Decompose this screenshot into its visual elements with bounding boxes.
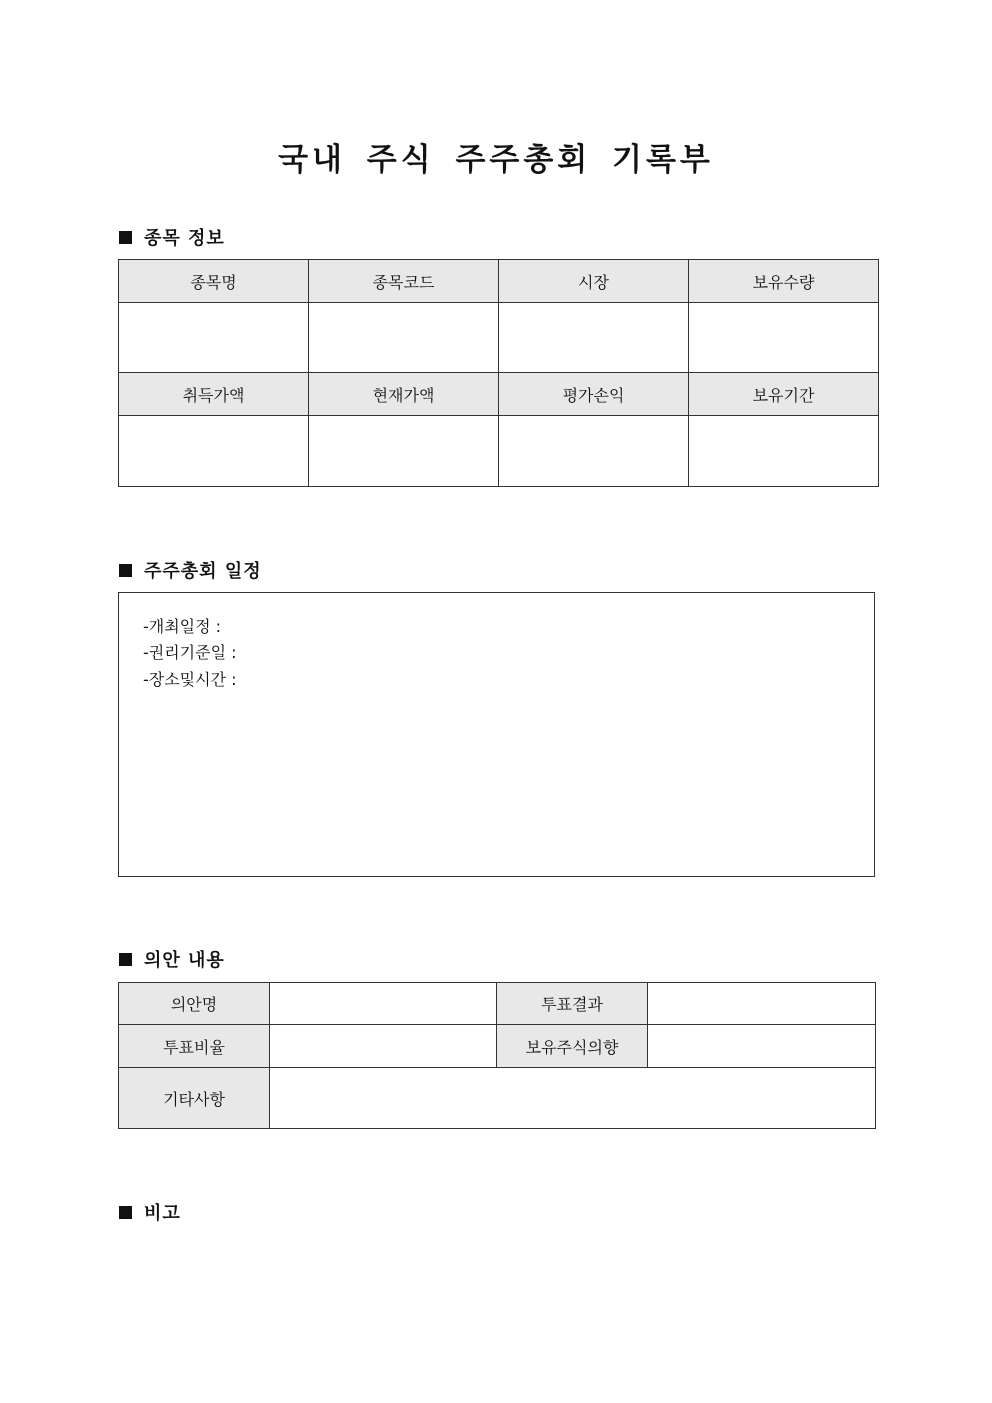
header-quantity: 보유수량 bbox=[689, 260, 879, 303]
header-stock-code: 종목코드 bbox=[309, 260, 499, 303]
schedule-box[interactable] bbox=[118, 592, 875, 877]
table-row bbox=[119, 1025, 876, 1068]
square-bullet-icon bbox=[119, 564, 132, 577]
cell-quantity[interactable] bbox=[689, 303, 879, 373]
cell-current-price[interactable] bbox=[309, 416, 499, 487]
vote-result-label: 투표결과 bbox=[497, 983, 648, 1025]
schedule-date-label: -개최일정 : bbox=[143, 617, 222, 636]
holder-intent-label: 보유주식의향 bbox=[497, 1025, 648, 1068]
agenda-name-value[interactable] bbox=[270, 983, 497, 1025]
cell-stock-code[interactable] bbox=[309, 303, 499, 373]
other-notes-value[interactable] bbox=[270, 1068, 876, 1129]
table-row bbox=[119, 983, 876, 1025]
agenda-name-label: 의안명 bbox=[119, 983, 270, 1025]
square-bullet-icon bbox=[119, 231, 132, 244]
header-acquisition-price: 취득가액 bbox=[119, 373, 309, 416]
cell-stock-name[interactable] bbox=[119, 303, 309, 373]
cell-market[interactable] bbox=[499, 303, 689, 373]
square-bullet-icon bbox=[119, 953, 132, 966]
table-row bbox=[119, 260, 879, 303]
section-title: 비고 bbox=[144, 1203, 181, 1224]
cell-profit-loss[interactable] bbox=[499, 416, 689, 487]
table-row bbox=[119, 373, 879, 416]
cell-acquisition-price[interactable] bbox=[119, 416, 309, 487]
place-time-label: -장소및시간 : bbox=[143, 670, 237, 689]
cell-holding-period[interactable] bbox=[689, 416, 879, 487]
record-date-label: -권리기준일 : bbox=[143, 643, 237, 662]
page-title: 국내 주식 주주총회 기록부 bbox=[278, 142, 714, 178]
header-market: 시장 bbox=[499, 260, 689, 303]
header-current-price: 현재가액 bbox=[309, 373, 499, 416]
section-title: 의안 내용 bbox=[144, 950, 225, 971]
stock-info-table bbox=[118, 259, 879, 487]
table-row bbox=[119, 416, 879, 487]
square-bullet-icon bbox=[119, 1206, 132, 1219]
vote-ratio-value[interactable] bbox=[270, 1025, 497, 1068]
vote-result-value[interactable] bbox=[648, 983, 876, 1025]
section-heading-agenda bbox=[119, 946, 225, 972]
header-stock-name: 종목명 bbox=[119, 260, 309, 303]
holder-intent-value[interactable] bbox=[648, 1025, 876, 1068]
other-notes-label: 기타사항 bbox=[119, 1068, 270, 1129]
table-row bbox=[119, 1068, 876, 1129]
agenda-table bbox=[118, 982, 876, 1129]
section-heading-remarks bbox=[119, 1199, 181, 1225]
section-heading-stock-info bbox=[119, 224, 225, 250]
section-title: 주주총회 일정 bbox=[144, 561, 262, 582]
table-row bbox=[119, 303, 879, 373]
header-holding-period: 보유기간 bbox=[689, 373, 879, 416]
vote-ratio-label: 투표비율 bbox=[119, 1025, 270, 1068]
header-profit-loss: 평가손익 bbox=[499, 373, 689, 416]
section-title: 종목 정보 bbox=[144, 228, 225, 249]
section-heading-schedule bbox=[119, 557, 262, 583]
